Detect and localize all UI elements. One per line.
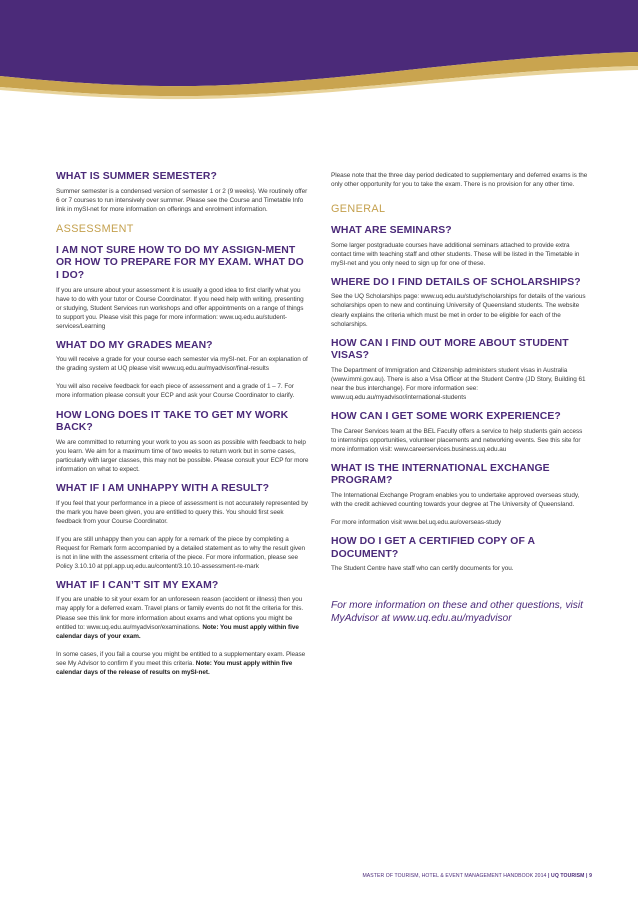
answer-text: The Student Centre have staff who can certify documents for you.	[331, 565, 514, 573]
faq-work-experience	[331, 411, 589, 454]
answer-text: The Career Services team at the BEL Faculty offers a service to help students gain access to internships opportunities, volunteer placements and networking events. See this site for more information visit: www.careerservices.business.uq.edu.au	[331, 427, 583, 453]
question-title: WHAT IS THE INTERNATIONAL EXCHANGE PROGRAM?	[331, 462, 550, 487]
answer-text: For more information visit www.bel.uq.edu.au/overseas-study	[331, 519, 502, 526]
footer-brand: UQ TOURISM	[551, 873, 585, 879]
left-column	[56, 171, 309, 686]
question-title: WHAT IS SUMMER SEMESTER?	[56, 171, 217, 182]
question-title: HOW CAN I GET SOME WORK EXPERIENCE?	[331, 410, 561, 422]
faq-work-back	[56, 410, 309, 474]
answer-text: See the UQ Scholarships page: www.uq.edu.au/study/scholarships for details of the various scholarships open to new and continuing University of Queensland students. The website clearly explains the criteria which must be met in order to be eligible for each of the scholarships.	[331, 293, 586, 328]
question-title: I AM NOT SURE HOW TO DO MY ASSIGN-MENT OR HOW TO PREPARE FOR MY EXAM. WHAT DO I DO?	[56, 244, 304, 281]
answer-text	[56, 650, 309, 677]
question-title: HOW CAN I FIND OUT MORE ABOUT STUDENT VISAS?	[331, 337, 569, 362]
myadvisor-callout: For more information on these and other questions, visit MyAdvisor at www.uq.edu.au/myadvisor	[331, 600, 583, 625]
faq-student-visas	[331, 338, 589, 402]
faq-summer-semester	[56, 171, 309, 214]
answer-text	[56, 595, 309, 640]
faq-cant-sit-exam	[56, 580, 309, 677]
handbook-title: MASTER OF TOURISM, HOTEL & EVENT MANAGEMENT HANDBOOK 2014	[362, 873, 547, 879]
answer-text: You will receive a grade for your course each semester via mySI-net. For an explanation of the grading system at UQ please visit www.uq.edu.au/myadvisor/final-results	[56, 356, 308, 373]
answer-text-normal: In some cases, if you fail a course you might be entitled to a supplementary exam. Please see My Advisor to confirm if you meet this criteria.	[56, 650, 306, 667]
section-heading-general: GENERAL	[331, 203, 386, 216]
faq-scholarships	[331, 277, 589, 329]
faq-assignment-help	[56, 245, 309, 331]
answer-text: We are committed to returning your work to you as soon as possible with feedback to help you learn. We aim for a maximum time of two weeks to return work but in some cases, particularly with larger classes, this may not be possible. Please consult your ECP for more information on what to expect.	[56, 438, 309, 473]
question-title: WHAT DO MY GRADES MEAN?	[56, 339, 213, 351]
answer-text: If you feel that your performance in a piece of assessment is not accurately represented by the mark you have been given, you are entitled to query this. You should first seek feedback from your Course Coordinator.	[56, 499, 308, 525]
question-title: WHERE DO I FIND DETAILS OF SCHOLARSHIPS?	[331, 276, 581, 288]
question-title: WHAT IF I CAN’T SIT MY EXAM?	[56, 579, 219, 591]
question-title: HOW LONG DOES IT TAKE TO GET MY WORK BACK?	[56, 409, 289, 434]
answer-text-normal: If you are unable to sit your exam for an unforeseen reason (accident or illness) then you may apply for a deferred exam. Travel plans or family events do not fit the criteria for this. Please see this link for more information about exams and what options you might be entitled to: www.uq.edu.au/myadvisor/examinations.	[56, 596, 304, 631]
question-title: HOW DO I GET A CERTIFIED COPY OF A DOCUMENT?	[331, 536, 535, 560]
answer-text: The Department of Immigration and Citizenship administers student visas in Australia (www.immi.gov.au). There is also a Visa Officer at the Student Centre (JD Story, Building 61 near the bus interchange). For more information see: www.uq.edu.au/myadvisor/international-students	[331, 366, 586, 401]
answer-text: You will also receive feedback for each piece of assessment and a grade of 1 – 7. For more information please consult your ECP and ask your Course Coordinator to clarify.	[56, 383, 295, 400]
answer-text: Summer semester is a condensed version of semester 1 or 2 (9 weeks). We routinely offer 6 or 7 courses to run intensively over summer. Please see the Course and Timetable Info link in mySI-net for more information on offerings and enrolment information.	[56, 187, 308, 213]
section-heading-assessment: ASSESSMENT	[56, 222, 134, 235]
faq-grades	[56, 340, 309, 401]
answer-text: The International Exchange Program enables you to undertake approved overseas study, with the credit achieved counting towards your degree at The University of Queensland.	[331, 491, 580, 508]
faq-exchange-program	[331, 463, 589, 527]
faq-seminars	[331, 225, 589, 268]
page-footer: MASTER OF TOURISM, HOTEL & EVENT MANAGEMENT HANDBOOK 2014 | UQ TOURISM | 9	[362, 873, 592, 879]
answer-text: If you are unsure about your assessment it is usually a good idea to first clarify what you have to do with your tutor or Course Coordinator. If you need help with writing, presenting or studying, Student Services run workshops and offer appointments on a range of things to support you. Please visit this page for more information: www.uq.edu.au/student-services/Learning	[56, 286, 304, 330]
answer-note: Note: You must apply within five calendar days of the release of results on mySI-net.	[56, 659, 293, 676]
answer-note: Note: You must apply within five calendar days of your exam.	[56, 623, 299, 640]
question-title: WHAT ARE SEMINARS?	[331, 225, 452, 237]
answer-text: If you are still unhappy then you can apply for a remark of the piece by completing a Request for Remark form accompanied by a detailed statement as to why the result given is not in line with the assessment criteria of the piece. For more information, please see Policy 3.10.10 at ppl.app.uq.edu.au/content/3.10.10-assessment-re-mark	[56, 535, 305, 570]
page-number: 9	[589, 873, 592, 879]
right-column	[331, 171, 589, 626]
question-title: WHAT IF I AM UNHAPPY WITH A RESULT?	[56, 482, 270, 494]
faq-unhappy-result	[56, 483, 309, 571]
exam-period-note: Please note that the three day period dedicated to supplementary and deferred exams is the only other opportunity for you to take the exam. There is no provision for any other time.	[331, 172, 588, 189]
header-banner	[0, 0, 638, 110]
answer-text: Some larger postgraduate courses have additional seminars attached to provide extra contact time with teaching staff and other students. These will be listed in the Timetable in mySI-net and you only need to sign up for one of these.	[331, 241, 580, 267]
faq-certified-copy	[331, 536, 589, 573]
